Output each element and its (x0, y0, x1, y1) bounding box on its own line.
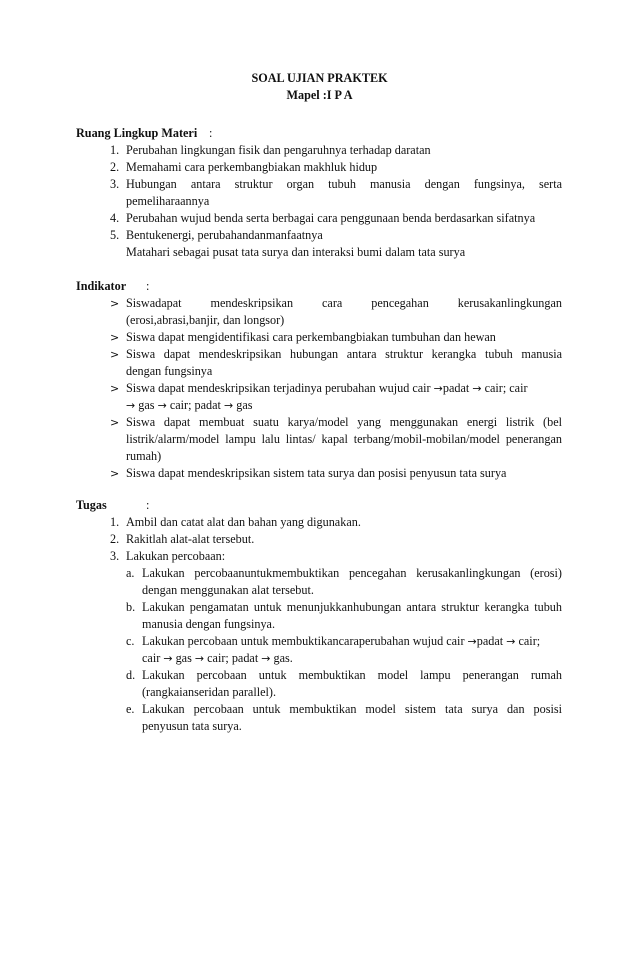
section-heading-ruang-lingkup (76, 125, 197, 142)
section-heading-tugas (76, 497, 107, 514)
list-number: 5. (110, 228, 120, 242)
list-text: Lakukan pengamatan untuk menunjukkanhubungan antara struktur kerangka tubuh (142, 600, 562, 614)
document-subtitle: Mapel :I P A (286, 88, 353, 102)
list-text: Ambil dan catat alat dan bahan yang digunakan. (126, 515, 361, 529)
bullet-icon: > (110, 416, 120, 429)
list-text: Siswa dapat mendeskripsikan hubungan antara struktur kerangka tubuh manusia (126, 347, 562, 361)
section-colon: : (146, 279, 150, 293)
list-text: Lakukan percobaan untuk membuktikan model lampu penerangan rumah (142, 668, 562, 682)
list-text: Siswa dapat membuat suatu karya/model yang menggunakan energi listrik (bel (126, 415, 562, 429)
list-text: → gas → cair; padat → gas (126, 398, 253, 412)
list-text: dengan menggunakan alat tersebut. (142, 583, 314, 597)
list-number: 4. (110, 211, 120, 225)
arrow-icon: → (157, 399, 167, 412)
bullet-icon: > (110, 297, 120, 310)
list-letter: d. (126, 668, 136, 682)
list-letter: c. (126, 634, 135, 648)
list-letter: e. (126, 702, 135, 716)
document-title: SOAL UJIAN PRAKTEK (251, 71, 388, 85)
section-colon: : (209, 126, 213, 140)
arrow-icon: → (467, 635, 477, 648)
bullet-icon: > (110, 467, 120, 480)
list-letter: a. (126, 566, 135, 580)
list-number: 2. (110, 532, 120, 546)
arrow-icon: → (126, 399, 136, 412)
list-text: Lakukan percobaan: (126, 549, 226, 563)
list-text: cair → gas → cair; padat → gas. (142, 651, 293, 665)
section-label: Ruang Lingkup Materi (76, 126, 198, 140)
list-text: Bentukenergi, perubahandanmanfaatnya (126, 228, 323, 242)
list-number: 3. (110, 549, 120, 563)
arrow-icon: → (472, 382, 482, 395)
list-number: 1. (110, 143, 120, 157)
arrow-icon: → (506, 635, 516, 648)
arrow-icon: → (261, 652, 271, 665)
list-text: dengan fungsinya (126, 364, 213, 378)
list-text: Matahari sebagai pusat tata surya dan interaksi bumi dalam tata surya (126, 245, 466, 259)
list-text: pemeliharaannya (126, 194, 210, 208)
section-heading-indikator (76, 278, 126, 295)
list-text: Perubahan lingkungan fisik dan pengaruhnya terhadap daratan (126, 143, 431, 157)
list-text: Lakukan percobaanuntukmembuktikan pencegahan kerusakanlingkungan (erosi) (142, 566, 562, 580)
list-text: Siswa dapat mengidentifikasi cara perkembangbiakan tumbuhan dan hewan (126, 330, 496, 344)
list-text: Lakukan percobaan untuk membuktikancaraperubahan wujud cair →padat → cair; (142, 634, 541, 648)
bullet-icon: > (110, 382, 120, 395)
list-text: rumah) (126, 449, 162, 463)
section-colon: : (146, 498, 150, 512)
list-number: 3. (110, 177, 120, 191)
list-text: Hubungan antara struktur organ tubuh manusia dengan fungsinya, serta (126, 177, 562, 191)
list-text: listrik/alarm/model lampu lalu lintas/ kapal terbang/mobil-mobilan/model penerangan (126, 432, 562, 446)
list-number: 1. (110, 515, 120, 529)
list-text: Siswa dapat mendeskripsikan terjadinya perubahan wujud cair →padat → cair; cair (126, 381, 528, 395)
list-text: Lakukan percobaan untuk membuktikan model sistem tata surya dan posisi (142, 702, 562, 716)
list-text: (rangkaianseridan parallel). (142, 685, 276, 699)
list-number: 2. (110, 160, 120, 174)
list-text: Siswa dapat mendeskripsikan sistem tata surya dan posisi penyusun tata surya (126, 466, 507, 480)
arrow-icon: → (223, 399, 234, 412)
list-text: Rakitlah alat-alat tersebut. (126, 532, 255, 546)
bullet-icon: > (110, 348, 120, 361)
section-label: Tugas (76, 498, 107, 512)
list-text: manusia dengan fungsinya. (142, 617, 276, 631)
bullet-icon: > (110, 331, 120, 344)
section-label: Indikator (76, 279, 127, 293)
list-text: penyusun tata surya. (142, 719, 242, 733)
list-text: Siswadapat mendeskripsikan cara pencegahan kerusakanlingkungan (126, 296, 562, 310)
list-text: (erosi,abrasi,banjir, dan longsor) (126, 313, 285, 327)
arrow-icon: → (433, 382, 443, 395)
list-text: Perubahan wujud benda serta berbagai cara penggunaan benda berdasarkan sifatnya (126, 211, 536, 225)
arrow-icon: → (163, 652, 173, 665)
list-letter: b. (126, 600, 136, 614)
list-text: Memahami cara perkembangbiakan makhluk hidup (126, 160, 378, 174)
arrow-icon: → (194, 652, 205, 665)
